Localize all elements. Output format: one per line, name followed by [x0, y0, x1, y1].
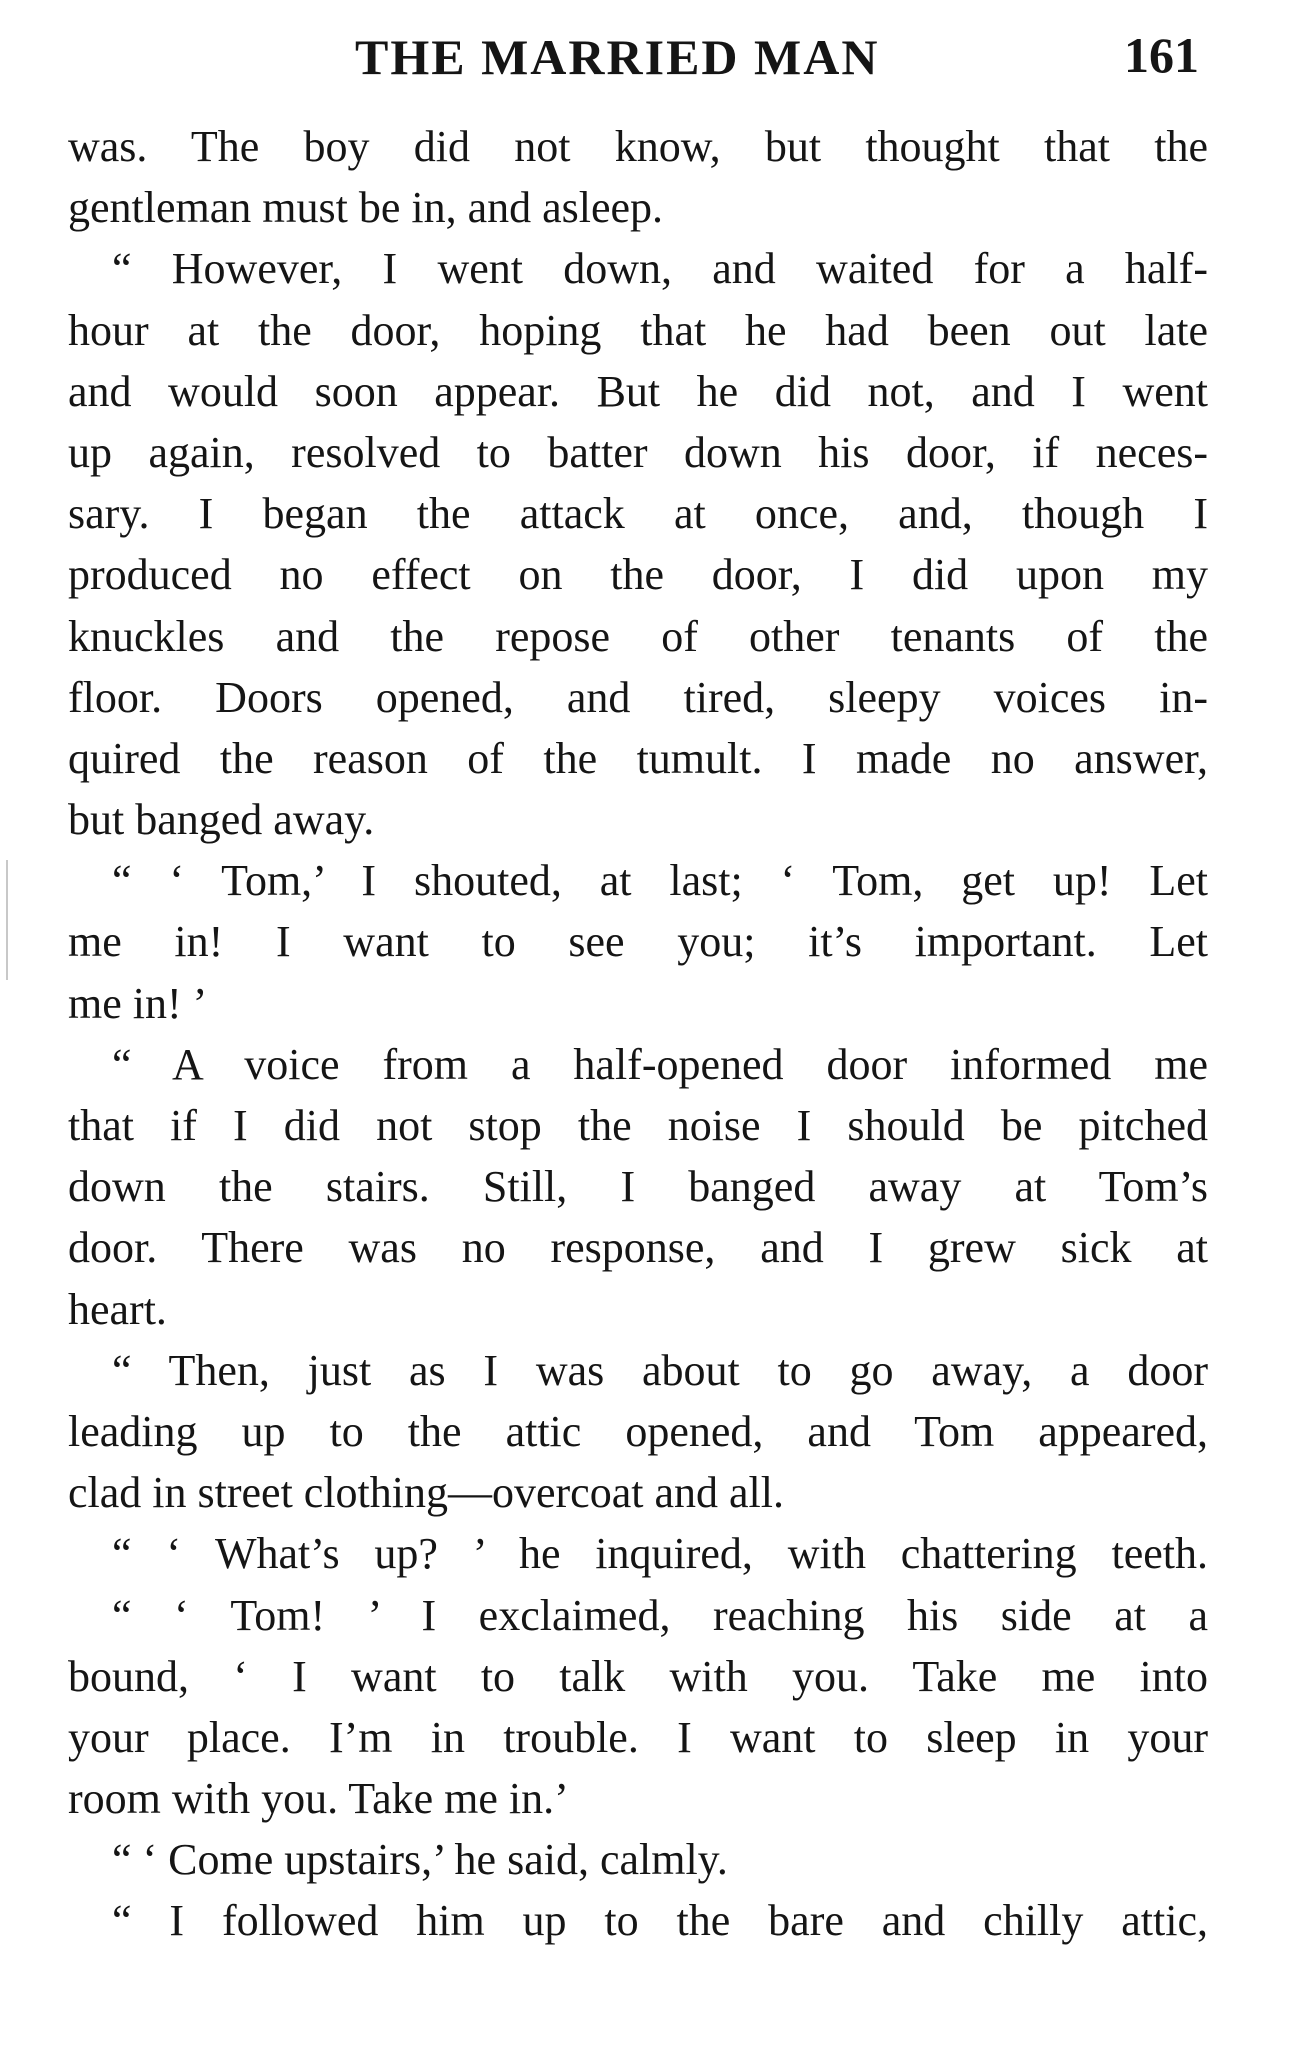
text-line: “ ‘ Tom! ’ I exclaimed, reaching his side at a [112, 1590, 1208, 1640]
text-line: “ ‘ Come upstairs,’ he said, calmly. [112, 1835, 728, 1885]
margin-scan-mark [6, 860, 8, 980]
text-line: floor. Doors opened, and tired, sleepy voices in- [68, 672, 1208, 722]
text-line: “ I followed him up to the bare and chilly attic, [112, 1896, 1208, 1946]
text-line: your place. I’m in trouble. I want to sleep in your [68, 1712, 1208, 1762]
body-text [68, 116, 1208, 1952]
text-line: bound, ‘ I want to talk with you. Take me into [68, 1651, 1208, 1701]
text-line: hour at the door, hoping that he had been out late [68, 305, 1208, 355]
page-number: 161 [1124, 27, 1199, 83]
text-line: and would soon appear. But he did not, and I went [68, 366, 1208, 416]
text-line: but banged away. [68, 795, 375, 845]
running-head-title: THE MARRIED MAN [355, 29, 880, 85]
text-line: sary. I began the attack at once, and, though I [68, 489, 1208, 539]
text-line: knuckles and the repose of other tenants of the [68, 611, 1208, 661]
text-line: “ However, I went down, and waited for a half- [112, 244, 1208, 294]
text-line: “ Then, just as I was about to go away, a door [112, 1345, 1208, 1395]
text-line: quired the reason of the tumult. I made no answer, [68, 733, 1208, 783]
text-line: me in! I want to see you; it’s important. Let [68, 917, 1208, 967]
text-line: heart. [68, 1284, 167, 1334]
text-line: down the stairs. Still, I banged away at Tom’s [68, 1162, 1208, 1212]
text-line: that if I did not stop the noise I should be pitched [68, 1101, 1208, 1150]
text-line: gentleman must be in, and asleep. [68, 183, 664, 233]
text-line: “ ‘ Tom,’ I shouted, at last; ‘ Tom, get up! Let [112, 856, 1208, 906]
text-line: clad in street clothing—overcoat and all. [68, 1468, 784, 1518]
text-line: was. The boy did not know, but thought that the [68, 122, 1208, 171]
text-line: up again, resolved to batter down his door, if neces- [68, 427, 1208, 477]
text-line: leading up to the attic opened, and Tom appeared, [68, 1406, 1208, 1456]
text-line: “ A voice from a half-opened door informed me [112, 1039, 1208, 1089]
text-line: room with you. Take me in.’ [68, 1774, 569, 1824]
text-line: me in! ’ [68, 978, 208, 1028]
text-line: produced no effect on the door, I did upon my [68, 550, 1208, 600]
running-head [0, 22, 1300, 102]
text-line: “ ‘ What’s up? ’ he inquired, with chattering teeth. [112, 1529, 1208, 1579]
text-line: door. There was no response, and I grew sick at [68, 1223, 1208, 1273]
